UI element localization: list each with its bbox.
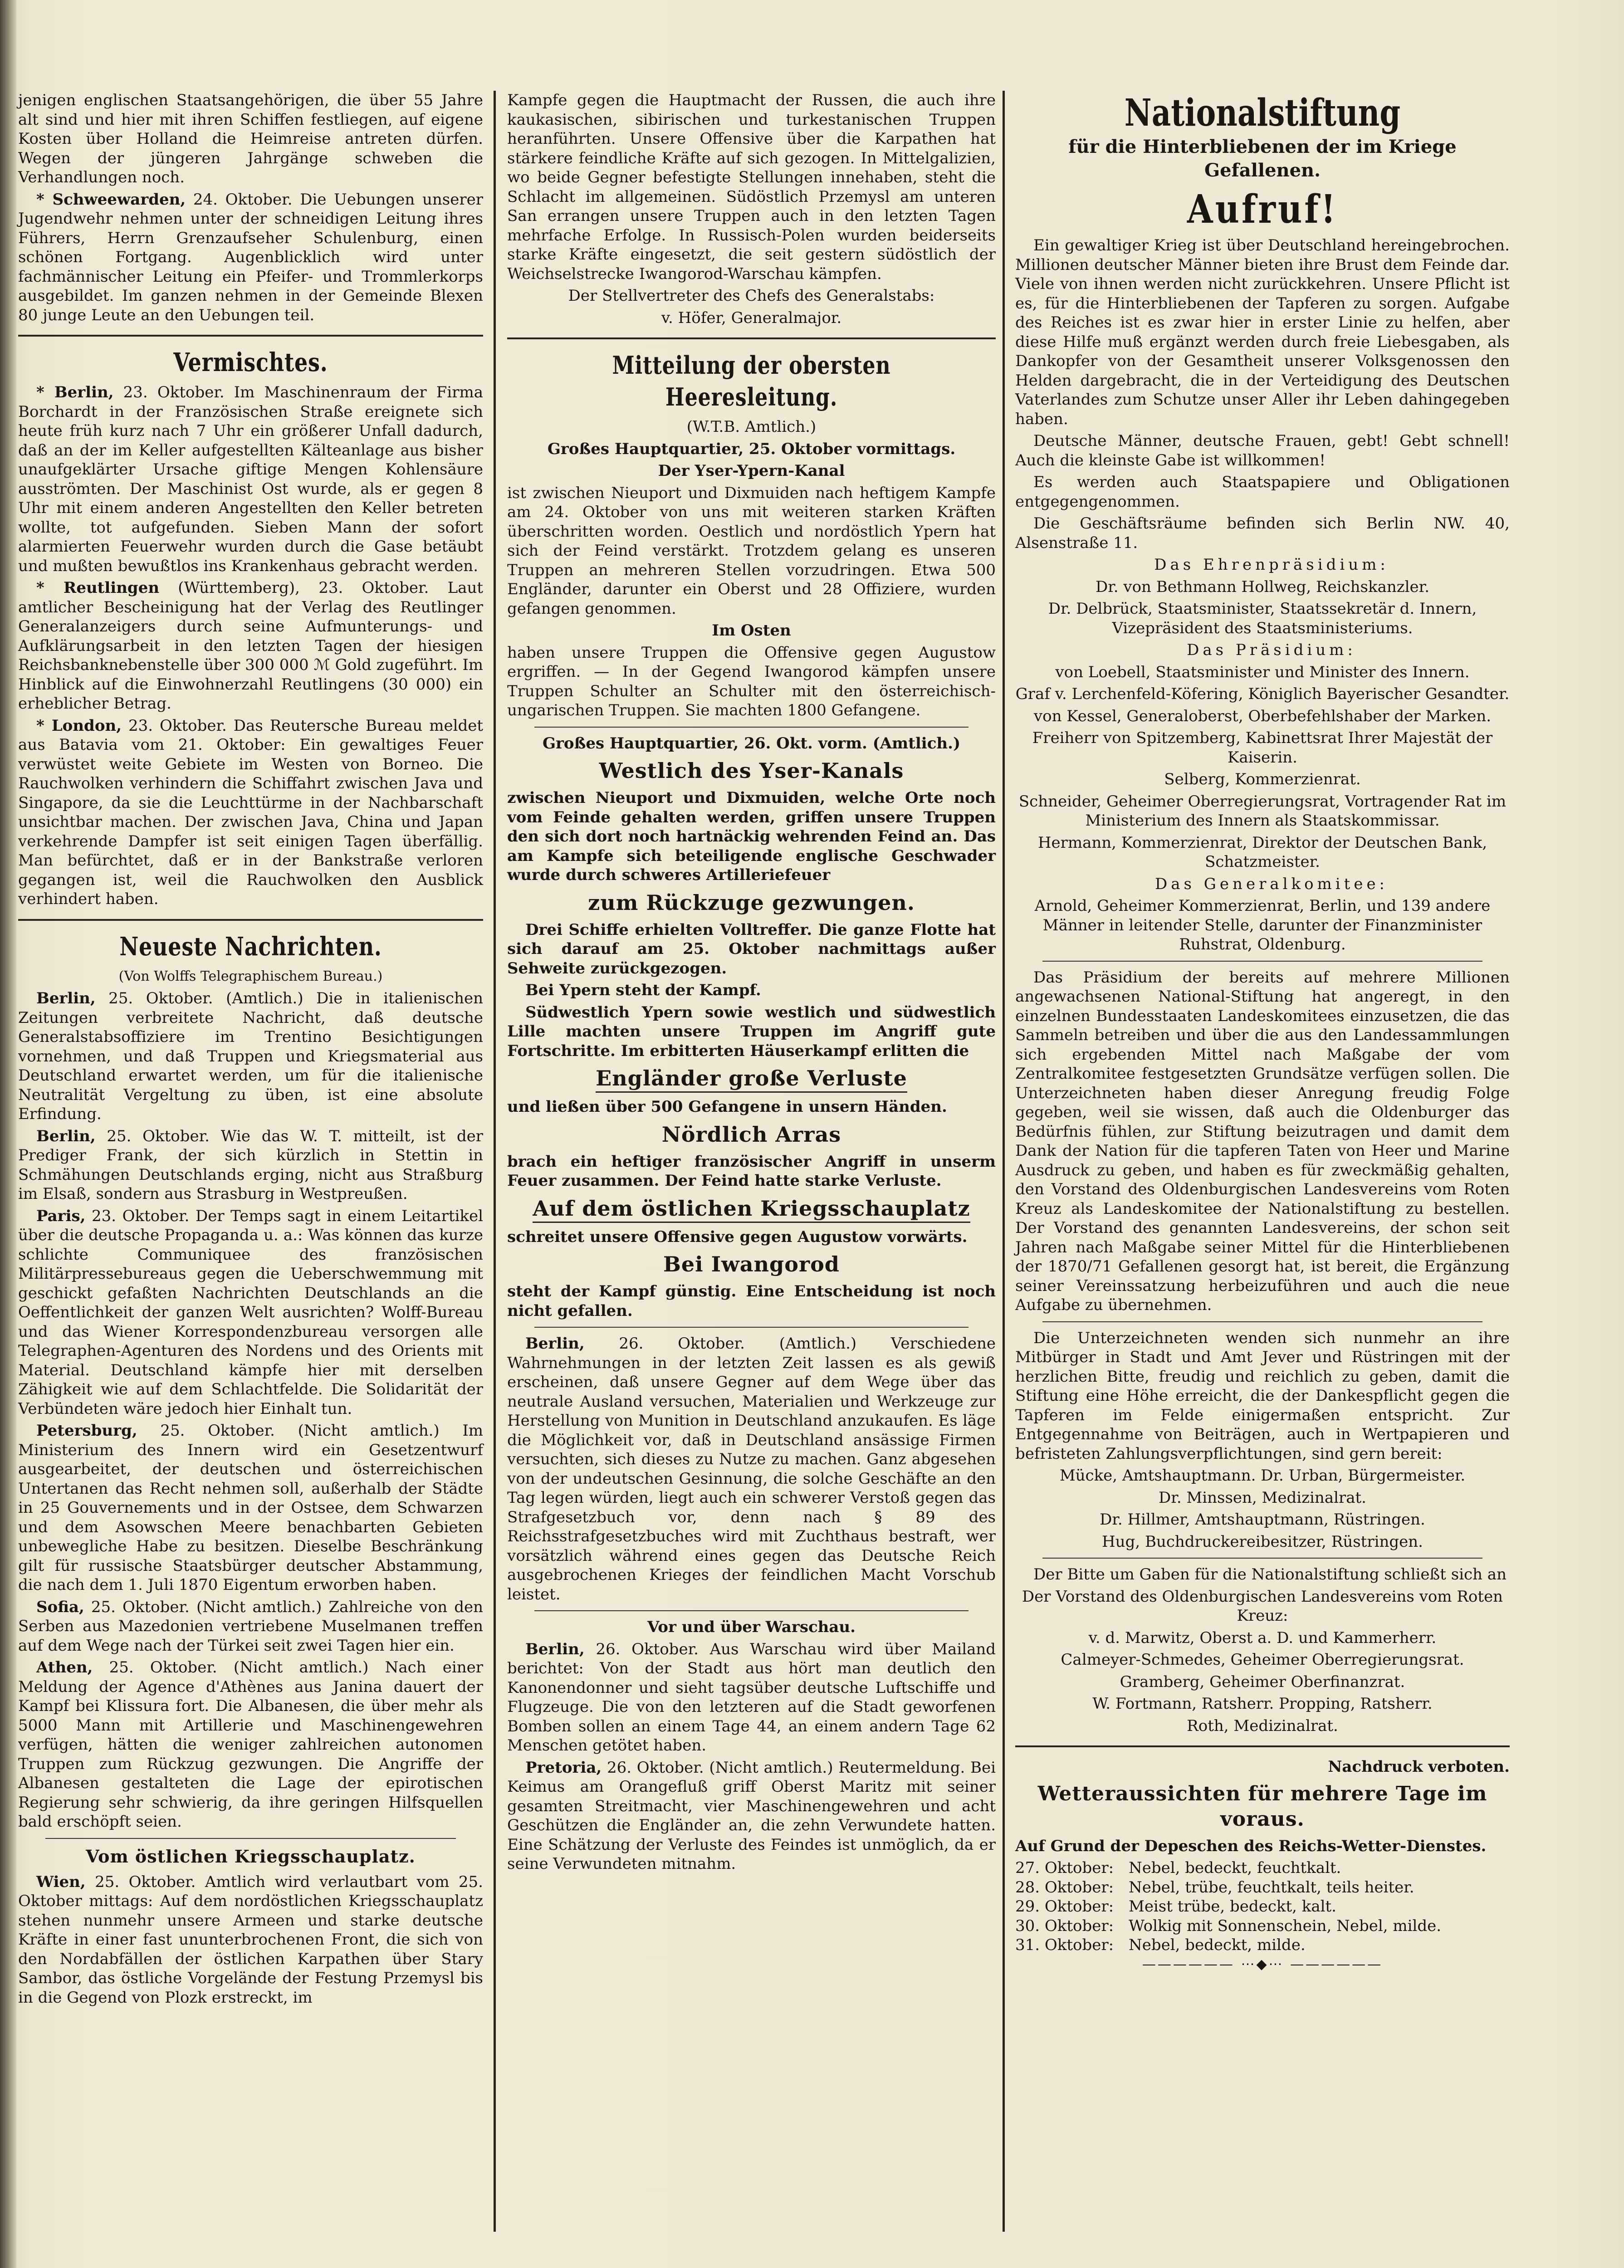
article-text: 23. Oktober. Im Maschinenraum der Firma Borchardt in der Französischen Straße ereignete sich heute früh kurz nach 7 Uhr ein größerer Unfall dadurch, daß an der im Keller aufgestellten Kälteanlage aus bisher unaufgeklärter Ursache giftige Mengen Kohlensäure ausströmten. Der Maschinist Ost wurde, als er gegen 8 Uhr mit einem anderen Angestellten den Keller betreten wollte, tot aufgefunden. Sieben Mann der sofort alarmierten Feuerwehr wurden durch die Gase betäubt und mußten bewußtlos ins Krankenhaus gebracht werden. [18, 383, 483, 575]
weather-subheading: Auf Grund der Depeschen des Reichs-Wetter-Dienstes. [1015, 1837, 1487, 1855]
subheading-text: Engländer große Verluste [596, 1065, 907, 1093]
article-text: 23. Oktober. Der Temps sagt in einem Leitartikel über die deutsche Propaganda u. a.: Was können das kurze schlichte Communiquee des französischen Militärpressebureaus gegen die Ueberschwemmung mit geschickt gefaßten Nachrichten Deutschlands an die Oeffentlichkeit der ganzen Welt ausrichten? Wolff-Bureau und das Wiener Korrespondenzbureau versorgen alle Telegraphen-Agenturen des Nordens und des Orients mit Material. Deutschland kämpfe hier mit derselben Zähigkeit wie auf dem Schlachtfelde. Die Solidarität der Verbündeten wäre jedoch hier Einhalt tun. [18, 1207, 483, 1418]
dateline: Großes Hauptquartier, 25. Oktober vormittags. [547, 440, 956, 458]
dateline: * Schweewarden, [36, 190, 186, 209]
section-heading-vermischtes: Vermischtes. [173, 347, 328, 377]
weather-date: 28. Oktober: [1015, 1878, 1114, 1897]
appeal-text: Die Geschäftsräume befinden sich Berlin NW. 40, Alsenstraße 11. [1015, 514, 1510, 552]
weather-text: Nebel, bedeckt, feuchtkalt. [1129, 1859, 1341, 1877]
article-text: 25. Oktober. (Nicht amtlich.) Im Ministerium des Innern wird ein Gesetzentwurf ausgearbeitet, der deutschen und österreichischen Untertanen das Recht nehmen soll, außerhalb der Städte in 25 Gouvernements und in der Ostsee, dem Schwarzen und dem Asowschen Meere benachbarten Gebieten unbewegliche Habe zu besitzen. Dieselbe Beschränkung gilt für russische Staatsbürger deutscher Abstammung, die nach dem 1. Juli 1870 Eigentum erworben haben. [18, 1422, 483, 1594]
dateline: Berlin, [525, 1640, 585, 1658]
end-ornament: —————— ⋯◆⋯ —————— [1142, 1956, 1383, 1972]
subheading-osten: Im Osten [712, 621, 791, 640]
article-berlin-25 [18, 989, 483, 1124]
column-rule [494, 91, 496, 2232]
appeal-text: Die Unterzeichneten wenden sich nunmehr an ihre Mitbürger in Stadt und Amt Jever und Rüstringen mit der herzlichen Bitte, freudig und reichlich zu geben, damit die Stiftung eine Höhe erreicht, die der Dankespflicht gegen die Tapferen im Felde einigermaßen entspricht. Zur Entgegennahme von Beiträgen, auch in Wertpapieren und befristeten Zahlungsverpflichtungen, sind gern bereit: [1015, 1329, 1510, 1463]
subheading-rueckzug: zum Rückzuge gezwungen. [588, 890, 915, 915]
section-heading-neueste-nachrichten: Neueste Nachrichten. [119, 931, 382, 962]
article-text: 26. Oktober. (Nicht amtlich.) Reutermeldung. Bei Keimus am Orangefluß griff Oberst Maritz mit seiner gesamten Streitmacht, vier Maschinengewehren und acht Geschützen die Engländer an, die zehn Verwundete hatten. Eine Schätzung der Verluste des Feindes ist unmöglich, da er seine Verwundeten mitnahm. [507, 1758, 996, 1873]
article-text: Kampfe gegen die Hauptmacht der Russen, die auch ihre kaukasischen, sibirischen und turkestanischen Truppen heranführten. Unsere Offensive über die Karpathen hat stärkere feindliche Kräfte auf sich gezogen. In Mittelgalizien, wo beide Gegner befestigte Stellungen innehaben, steht die Schlacht im allgemeinen. Südöstlich Przemysl am unteren San errangen unsere Truppen auch in den letzten Tagen mehrfache Erfolge. In Russisch-Polen wurden beiderseits starke Kräfte eingesetzt, die seit gestern südöstlich der Weichselstrecke Iwangorod-Warschau kämpfen. [507, 91, 996, 283]
subheading-noerdlich-arras: Nördlich Arras [661, 1122, 841, 1147]
article-text: haben unsere Truppen die Offensive gegen Augustow ergriffen. — In der Gegend Iwangorod kämpfen unsere Truppen Schulter an Schulter mit den österreichisch-ungarischen Truppen. Sie machten 1800 Gefangene. [507, 643, 996, 719]
article-text: 24. Oktober. Die Uebungen unserer Jugendwehr nehmen unter der schneidigen Leitung ihres Führers, Herrn Grenzaufseher Schulenburg, einen schönen Fortgang. Augenblicklich wird unter fachmännischer Leitung ein Pfeifer- und Trommlerkorps ausgebildet. Im ganzen nehmen in der Gemeinde Blexen 80 junge Leute an den Uebungen teil. [18, 190, 483, 324]
weather-text: Nebel, trübe, feuchtkalt, teils heiter. [1129, 1878, 1414, 1897]
signatory: Dr. Minssen, Medizinalrat. [1159, 1488, 1366, 1507]
section-divider [1042, 961, 1482, 962]
signatory: Hug, Buchdruckereibesitzer, Rüstringen. [1102, 1532, 1423, 1551]
section-divider [507, 337, 996, 339]
article-schweewarden [18, 190, 483, 325]
subheading-oestlicher-kriegsschauplatz [507, 1195, 996, 1223]
signature-line: Der Stellvertreter des Chefs des Generalstabs: [568, 287, 935, 305]
article-text: 23. Oktober. Das Reutersche Bureau meldet aus Batavia vom 21. Oktober: Ein gewaltiges Feuer verwüstet weite Gebiete im Westen von Borneo. Die Rauchwolken verhindern die Schiffahrt zwischen Java und Singapore, da sie die Leuchttürme in der Nachbarschaft unsichtbar machen. Der zwischen Java, China und Japan verkehrende Dampfer ist seit einigen Tagen überfällig. Man befürchtet, daß er in der Bankstraße verloren gegangen ist, weil die Rauchwolken den Ausblick verhindert haben. [18, 716, 483, 908]
dateline: Berlin, [525, 1334, 585, 1353]
article-text: Südwestlich Ypern sowie westlich und südwestlich Lille machten unsere Truppen im Angriff gute Fortschritte. Im erbitterten Häuserkampf erlitten die [507, 1003, 996, 1060]
appeal-text: Ein gewaltiger Krieg ist über Deutschland hereingebrochen. Millionen deutscher Männer bieten ihre Brust dem Feinde dar. Viele von ihnen werden nicht zurückkehren. Unsere Pflicht ist es, für die Hinterbliebenen der Tapferen zu sorgen. Aufgabe des Reiches ist es zwar hier in erster Linie zu helfen, aber diese Hilfe muß ergänzt werden durch freie Liebesgaben, als Dankopfer von der Gesamtheit unserer Volksgenossen den Helden dargebracht, die in der Verteidigung des Deutschen Vaterlandes zum Schutze unser Aller ihr Leben dahingegeben haben. [1015, 236, 1510, 428]
dateline: Berlin, [36, 1127, 96, 1145]
generalkomitee-heading: Das Generalkomitee: [1154, 875, 1389, 893]
dateline: Berlin, [36, 989, 96, 1007]
weather-date: 30. Oktober: [1015, 1916, 1114, 1935]
article-petersburg [18, 1421, 483, 1595]
dateline: * Berlin, [36, 383, 114, 401]
dateline: Sofia, [36, 1598, 84, 1616]
article-text: ist zwischen Nieuport und Dixmuiden nach heftigem Kampfe am 24. Oktober von uns mit weiteren starken Kräften überschritten worden. Oestlich und nordöstlich Ypern hat sich der Feind verstärkt. Trotzdem gelang es unseren Truppen an mehreren Stellen vorzudringen. Etwa 500 Engländer, darunter ein Oberst und 28 Offiziere, wurden gefangen genommen. [507, 484, 996, 618]
weather-row [1015, 1936, 1510, 1955]
article-text: brach ein heftiger französischer Angriff in unserm Feuer zusammen. Der Feind hatte starke Verluste. [507, 1152, 996, 1190]
signatory: Roth, Medizinalrat. [1187, 1716, 1338, 1735]
article-london [18, 716, 483, 909]
signatory: Schneider, Geheimer Oberregierungsrat, Vortragender Rat im Ministerium des Innern als Staatskommissar. [1018, 792, 1507, 830]
section-divider [534, 727, 969, 728]
article-text: 26. Oktober. Aus Warschau wird über Mailand berichtet: Von der Stadt aus hört man deutlich den Kanonendonner und sieht tagsüber deutsche Luftschiffe und Flugzeuge. Die von den letzteren auf die Stadt geworfenen Bomben sollen an einem Tage 44, an einem andern Tage 62 Menschen getötet haben. [507, 1640, 996, 1755]
subheading-englaender-verluste [507, 1065, 996, 1093]
article-reutlingen [18, 578, 483, 714]
article-wien [18, 1872, 483, 2008]
article-paris [18, 1207, 483, 1419]
article-berlin [18, 383, 483, 576]
weather-date: 27. Oktober: [1015, 1859, 1114, 1877]
subheading-yser-ypern: Der Yser-Ypern-Kanal [658, 462, 845, 480]
section-divider [18, 919, 483, 921]
signatory: Arnold, Geheimer Kommerzienrat, Berlin, und 139 andere Männer in leitender Stelle, darunter der Finanzminister Ruhstrat, Oldenburg. [1034, 897, 1491, 953]
signatory: Mücke, Amtshauptmann. Dr. Urban, Bürgermeister. [1059, 1466, 1466, 1485]
page-title: Nationalstiftung [1124, 91, 1401, 135]
appeal-text: Deutsche Männer, deutsche Frauen, gebt! Gebt schnell! Auch die kleinste Gabe ist willkommen! [1015, 432, 1510, 469]
section-heading-warschau: Vor und über Warschau. [647, 1618, 856, 1636]
signatory: Selberg, Kommerzienrat. [1164, 770, 1361, 788]
dateline: Wien, [36, 1872, 86, 1891]
weather-text: Wolkig mit Sonnenschein, Nebel, milde. [1129, 1916, 1442, 1935]
section-divider [1042, 1558, 1482, 1559]
article-text: 25. Oktober. Amtlich wird verlautbart vom 25. Oktober mittags: Auf dem nordöstlichen Kriegsschauplatz stehen nunmehr unsere Armeen und starke deutsche Kräfte in einer fast ununterbrochenen Front, die sich von den Nordabfällen der östlichen Karpathen über Stary Sambor, das östliche Vorgelände der Festung Przemysl bis in die Gegend von Plozk erstreckt, im [18, 1872, 483, 2007]
article-berlin-26 [507, 1334, 996, 1604]
signatory: von Loebell, Staatsminister und Minister des Innern. [1055, 663, 1470, 681]
page-binding-edge [0, 0, 16, 2268]
section-heading-mitteilung: Mitteilung der obersten Heeresleitung. [612, 351, 891, 411]
subheading-text: Auf dem östlichen Kriegsschauplatz [533, 1195, 970, 1223]
dateline: Athen, [36, 1658, 93, 1677]
page-subtitle: für die Hinterbliebenen der im Kriege Gefallenen. [1068, 136, 1457, 181]
dateline: * Reutlingen [36, 579, 160, 597]
appeal-text: Das Präsidium der bereits auf mehrere Millionen angewachsenen National-Stiftung hat angeregt, in den einzelnen Bundesstaaten Landeskomitees einzusetzen, die das Sammeln betreiben und über die aus den Landessammlungen sich ergebenden Mittel nach Maßgabe der vom Zentralkomitee festgesetzten Grundsätze verfügen sollen. Die Unterzeichneten haben dieser Anregung freudig Folge gegeben, weil sie wissen, daß auch die Oldenburger das Bedürfnis fühlen, zur Stiftung beizutragen und damit dem Dank der Nation für die tapferen Taten von Heer und Marine Ausdruck zu geben, und haben es für zweckmäßig gehalten, den Vorstand des Oldenburgischen Landesvereins vom Roten Kreuz als Landeskomitee der Nationalstiftung zu bestellen. Der Vorstand des genannten Landesvereins, der schon seit Jahren nach Maßgabe seiner Mittel für die Hinterbliebenen der 1870/71 Gefallenen gesorgt hat, ist bereit, die Ergänzung seiner Vereinssatzung herbeizuführen und auch die neue Aufgabe zu übernehmen. [1015, 968, 1510, 1314]
article-text: 25. Oktober. (Nicht amtlich.) Zahlreiche von den Serben aus Mazedonien vertriebene Muselmanen treffen auf dem Wege nach der Türkei seit zwei Tagen hier ein. [18, 1598, 483, 1655]
weather-row [1015, 1897, 1510, 1916]
source-note: (W.T.B. Amtlich.) [686, 418, 817, 436]
signatory: Calmeyer-Schmedes, Geheimer Oberregierungsrat. [1061, 1651, 1464, 1669]
appeal-text: Es werden auch Staatspapiere und Obligationen entgegengenommen. [1015, 473, 1510, 511]
article-text: zwischen Nieuport und Dixmuiden, welche Orte noch vom Feinde gehalten werden, griffen unsere Truppen den sich dort noch hartnäckig wehrenden Feind an. Das am Kampfe sich beteiligende englische Geschwader wurde durch schweres Artilleriefeuer [507, 789, 996, 884]
signatory: Dr. Hillmer, Amtshauptmann, Rüstringen. [1100, 1510, 1425, 1529]
article-text: 25. Oktober. (Nicht amtlich.) Nach einer Meldung der Agence d'Athènes aus Janina dauert der Kampf bei Klissura fort. Die Albanesen, die über mehr als 5000 Mann mit Artillerie und Maschinengewehren verfügen, hätten die weniger zahlreichen autonomen Truppen zum Rückzug gezwungen. Die Angriffe der Albanesen gestalteten die Lage der epirotischen Regierung sehr schwierig, da ihre geringen Hilfsquellen bald erschöpft seien. [18, 1658, 483, 1831]
praesidium-heading: Das Präsidium: [1187, 641, 1356, 659]
column-middle [507, 91, 996, 1877]
ehrenpraesidium-heading: Das Ehrenpräsidium: [1154, 556, 1389, 574]
article-text: steht der Kampf günstig. Eine Entscheidung ist noch nicht gefallen. [507, 1282, 996, 1320]
appeal-heading: Aufruf! [1187, 186, 1338, 232]
subheading-westlich-yser: Westlich des Yser-Kanals [599, 758, 904, 783]
signatory: v. d. Marwitz, Oberst a. D. und Kammerherr. [1088, 1628, 1437, 1647]
article-sofia [18, 1598, 483, 1656]
weather-text: Meist trübe, bedeckt, kalt. [1129, 1897, 1336, 1916]
article-text: Drei Schiffe erhielten Volltreffer. Die ganze Flotte hat sich darauf am 25. Oktober nachmittags außer Sehweite zurückgezogen. [507, 920, 996, 978]
article-athen [18, 1658, 483, 1832]
article-text: und ließen über 500 Gefangene in unsern Händen. [507, 1098, 947, 1116]
article-berlin-26b [507, 1640, 996, 1755]
signatory: von Kessel, Generaloberst, Oberbefehlshaber der Marken. [1033, 707, 1492, 725]
article-text: Bei Ypern steht der Kampf. [525, 981, 761, 999]
column-right [1015, 91, 1510, 1974]
article-text: jenigen englischen Staatsangehörigen, die über 55 Jahre alt sind und hier mit ihren Schiffen festliegen, auf eigene Kosten über Holland die Heimreise antreten dürfen. Wegen der jüngeren Jahrgänge schweben die Verhandlungen noch. [18, 91, 483, 186]
dateline: Paris, [36, 1207, 86, 1225]
weather-text: Nebel, bedeckt, milde. [1129, 1936, 1306, 1954]
dateline: Pretoria, [525, 1758, 602, 1777]
signatory: W. Fortmann, Ratsherr. Propping, Ratsherr. [1092, 1695, 1433, 1713]
column-rule [1003, 91, 1005, 2232]
signatory: Graf v. Lerchenfeld-Köfering, Königlich Bayerischer Gesandter. [1015, 685, 1510, 703]
weather-row [1015, 1878, 1510, 1897]
section-divider [534, 1610, 969, 1611]
dateline: Petersburg, [36, 1422, 137, 1440]
signatory: Hermann, Kommerzienrat, Direktor der Deutschen Bank, Schatzmeister. [1037, 833, 1487, 871]
signatory: Freiherr von Spitzemberg, Kabinettsrat Ihrer Majestät der Kaiserin. [1032, 729, 1493, 767]
reprint-notice: Nachdruck verboten. [1328, 1758, 1510, 1776]
signature-name: v. Höfer, Generalmajor. [661, 308, 842, 327]
weather-row [1015, 1858, 1510, 1878]
signatory: Der Vorstand des Oldenburgischen Landesvereins vom Roten Kreuz: [1022, 1587, 1503, 1625]
article-text: 26. Oktober. (Amtlich.) Verschiedene Wahrnehmungen in der letzten Zeit lassen es als gewiß erscheinen, daß unsere Gegner auf dem Wege über das neutrale Ausland versuchen, Materialien und Werkzeuge zur Herstellung von Munition in Deutschland anzukaufen. Es läge die Möglichkeit vor, daß in Deutschland ansässige Firmen versuchten, sich dieses zu Nutze zu machen. Ganz abgesehen von der undeutschen Gesinnung, die solche Geschäfte an den Tag legen würden, liegt auch ein schwerer Verstoß gegen das Strafgesetzbuch vor, denn nach § 89 des Reichsstrafgesetzbuches wird mit Zuchthaus bestraft, wer vorsätzlich während eines gegen das Deutsche Reich ausgebrochenen Krieges der feindlichen Macht Vorschub leistet. [507, 1334, 996, 1603]
signatory: Dr. von Bethmann Hollweg, Reichskanzler. [1095, 577, 1429, 596]
weather-forecast-list [1015, 1858, 1510, 1955]
weather-date: 29. Oktober: [1015, 1897, 1114, 1916]
section-divider [534, 1327, 969, 1328]
column-left [18, 91, 483, 2010]
article-berlin-25b [18, 1127, 483, 1204]
signatory: Gramberg, Geheimer Oberfinanzrat. [1120, 1672, 1405, 1691]
weather-date: 31. Oktober: [1015, 1936, 1114, 1954]
dateline: Großes Hauptquartier, 26. Okt. vorm. (Amtlich.) [542, 734, 961, 753]
section-divider [45, 1838, 456, 1839]
weather-row [1015, 1916, 1510, 1936]
section-divider [18, 335, 483, 337]
article-text: schreitet unsere Offensive gegen Augustow vorwärts. [507, 1227, 968, 1246]
article-text: 25. Oktober. (Amtlich.) Die in italienischen Zeitungen verbreitete Nachricht, daß deutsche Generalstabsoffiziere im Trentino Besichtigungen vornehmen, und daß Truppen und Kriegsmaterial aus Deutschland erwartet werden, um für die italienische Neutralität Vergeltung zu üben, ist eine absolute Erfindung. [18, 989, 483, 1123]
subheading-iwangorod: Bei Iwangorod [663, 1252, 840, 1276]
article-text: (Württemberg), 23. Oktober. Laut amtlicher Bescheinigung hat der Verlag des Reutlinger Generalanzeigers durch seine Aufmunterungs- und Aufklärungsarbeit in den letzten Tagen der hiesigen Reichsbanknebenstelle über 300 000 ℳ Gold zugeführt. Im Hinblick auf die Einwohnerzahl Reutlingens (30 000) ein erheblicher Betrag. [18, 579, 484, 713]
appeal-text: Der Bitte um Gaben für die Nationalstiftung schließt sich an [1033, 1565, 1507, 1584]
section-divider [1015, 1745, 1510, 1747]
weather-heading: Wetteraussichten für mehrere Tage im voraus. [1037, 1782, 1487, 1831]
section-heading-oestlicher-kriegsschauplatz: Vom östlichen Kriegsschauplatz. [86, 1846, 416, 1867]
section-subheading: (Von Wolffs Telegraphischem Bureau.) [118, 968, 383, 984]
section-divider [1042, 1321, 1482, 1322]
dateline: * London, [36, 716, 122, 735]
signatory: Dr. Delbrück, Staatsminister, Staatssekretär d. Innern, Vizepräsident des Staatsministeriums. [1048, 600, 1477, 637]
article-pretoria [507, 1758, 996, 1874]
article-text: 25. Oktober. Wie das W. T. mitteilt, ist der Prediger Frank, der sich kürzlich in Stettin in Schmähungen Deutschlands erging, nicht aus Straßburg im Elsaß, sondern aus Strasburg in Westpreußen. [18, 1127, 483, 1203]
